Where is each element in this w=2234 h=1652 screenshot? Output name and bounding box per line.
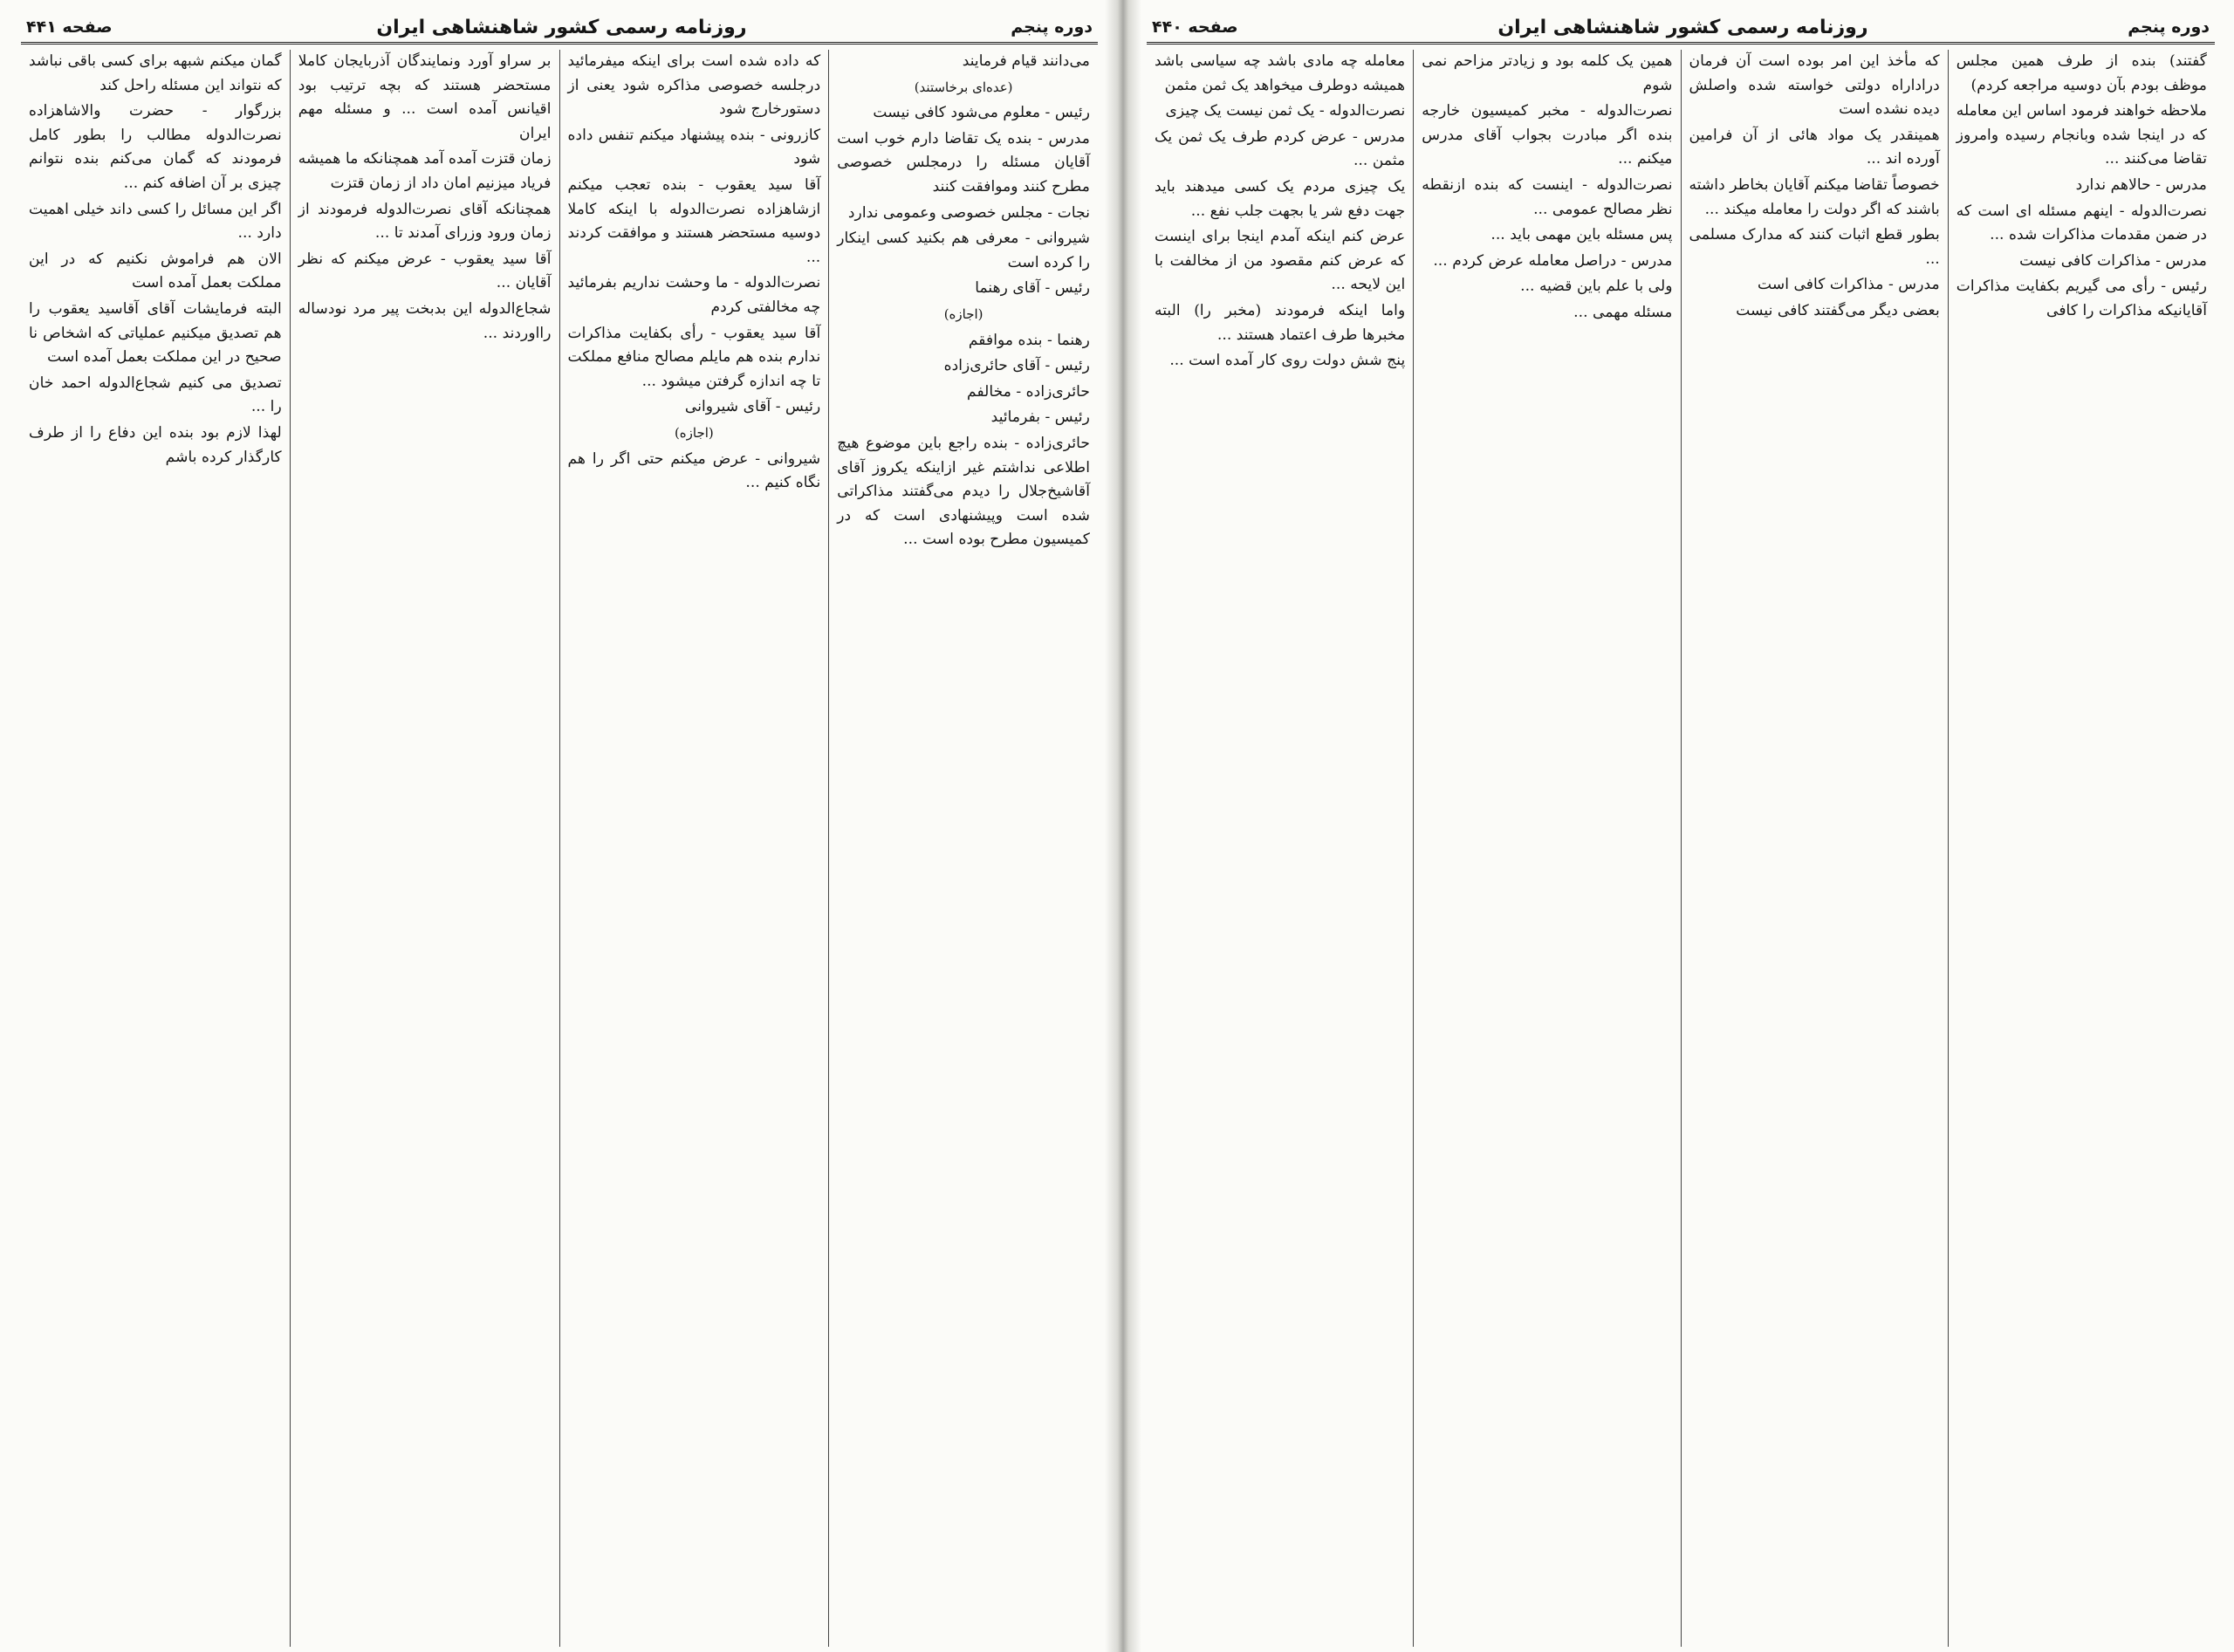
paragraph: رئیس - آقای حائری‌زاده	[943, 357, 1090, 375]
paragraph: لهذا لازم بود بنده این دفاع را از طرف کارگذار کرده باشم	[29, 423, 282, 466]
paragraph: مدرس - مذاکرات کافی است	[1757, 276, 1940, 294]
paragraph: بطور قطع اثبات کنند که مدارک مسلمی ...	[1689, 226, 1940, 268]
paragraph: کازرونی - بنده پیشنهاد میکنم تنفس داده شود	[567, 126, 821, 168]
paragraph: شیروانی - عرض میکنم حتی اگر را هم نگاه کنیم ...	[567, 449, 821, 492]
paragraph: (اجازه)	[943, 305, 983, 322]
paragraph: آقا سید یعقوب - رأی بکفایت مذاکرات ندارم بنده هم مایلم مصالح منافع مملکت تا چه اندازه گرفتن میشود ...	[567, 324, 821, 390]
paragraph: بعضی دیگر می‌گفتند کافی نیست	[1736, 301, 1940, 319]
paragraph: ملاحظه خواهند فرمود اساس این معامله که در اینجا شده وبانجام رسیده وامروز تقاضا می‌کنند ...	[1956, 102, 2207, 168]
paragraph: بزرگوار - حضرت والاشاهزاده نصرت‌الدوله مطالب را بطور کامل فرمودند که گمان می‌کنم بنده نتوانم چیزی بر آن اضافه کنم ...	[29, 102, 282, 192]
paragraph: تصدیق می کنیم شجاع‌الدوله احمد خان را ...	[29, 374, 282, 416]
paragraph: یک چیزی مردم یک کسی میدهند باید جهت دفع شر یا بجهت جلب نفع ...	[1155, 177, 1406, 220]
paragraph: که داده شده است برای اینکه میفرمائید درجلسه خصوصی مذاکره شود یعنی از دستورخارج شود	[567, 52, 821, 119]
paragraph: ولی با علم باین قضیه ...	[1520, 278, 1673, 296]
paragraph: همین یک کلمه بود و زیادتر مزاحم نمی شوم	[1422, 52, 1673, 94]
paragraph: الان هم فراموش نکنیم که در این مملکت بعمل آمده است	[29, 250, 282, 292]
column-1	[828, 50, 1098, 1647]
column-4	[1147, 50, 1413, 1647]
paragraph: مدرس - بنده یک تقاضا دارم خوب است آقایان مسئله را درمجلس خصوصی مطرح کنند وموافقت کنند	[837, 129, 1090, 195]
column-3	[290, 50, 559, 1647]
page-441	[0, 0, 1115, 1652]
paragraph: آقا سید یعقوب - بنده تعجب میکنم ازشاهزاده نصرت‌الدوله با اینکه کاملا دوسیه مستحضر هستند و موافقت کردند ...	[567, 175, 821, 266]
paragraph: نصرت‌الدوله - مخبر کمیسیون خارجه بنده اگر مبادرت بجواب آقای مدرس میکنم ...	[1422, 102, 1673, 168]
paragraph: حائری‌زاده - بنده راجع باین موضوع هیچ اطلاعی نداشتم غیر ازاینکه یکروز آقای آقاشیخ‌جلال را دیدم می‌گفتند مذاکراتی شده است وپیشنهادی است که در کمیسیون مطرح بوده است ...	[837, 434, 1090, 549]
paragraph: گمان میکنم شبهه برای کسی باقی نباشد که نتواند این مسئله راحل کند	[29, 52, 282, 94]
paragraph: نصرت‌الدوله - اینست که بنده ازنقطه نظر مصالح عمومی ...	[1422, 175, 1673, 218]
paragraph: گفتند) بنده از طرف همین مجلس موظف بودم بآن دوسیه مراجعه کردم)	[1956, 52, 2207, 94]
paragraph: اگر این مسائل را کسی داند خیلی اهمیت دارد ...	[29, 200, 282, 243]
page-number: صفحه ۴۴۰	[1152, 17, 1238, 37]
paragraph: نصرت‌الدوله - ما وحشت نداریم بفرمائید چه مخالفتی کردم	[567, 274, 821, 316]
paragraph: مسئله مهمی ...	[1573, 303, 1673, 321]
newspaper-title: روزنامه رسمی کشور شاهنشاهی ایران	[1497, 16, 1868, 38]
text-columns	[1147, 50, 2215, 1647]
paragraph: البته فرمایشات آقای آقاسید یعقوب را هم تصدیق میکنیم عملیاتی که اشخاص نا صحیح در این مملکت بعمل آمده است	[29, 299, 282, 367]
paragraph: پنج شش دولت روی کار آمده است ...	[1169, 352, 1406, 370]
edition-label: دوره پنجم	[2128, 17, 2210, 37]
paragraph: حائری‌زاده - مخالفم	[967, 382, 1090, 401]
paragraph: (عده‌ای برخاستند)	[914, 79, 1013, 95]
paragraph: معامله چه مادی باشد چه سیاسی باشد همیشه دوطرف میخواهد یک ثمن مثمن	[1155, 52, 1406, 94]
paragraph: مدرس - حالاهم ندارد	[2075, 175, 2207, 194]
paragraph: می‌دانند قیام فرمایند	[962, 52, 1090, 70]
paragraph: رئیس - آقای رهنما	[975, 279, 1090, 298]
page-440	[1131, 0, 2234, 1652]
column-3	[1413, 50, 1680, 1647]
paragraph: رئیس - بفرمائید	[990, 408, 1090, 427]
paragraph: پس مسئله باین مهمی باید ...	[1490, 226, 1673, 244]
page-header	[21, 12, 1098, 45]
paragraph: مدرس - عرض کردم طرف یک ثمن یک مثمن ...	[1155, 127, 1406, 170]
column-4	[21, 50, 290, 1647]
paragraph: شجاع‌الدوله این بدبخت پیر مرد نودساله رااوردند ...	[298, 299, 552, 342]
paragraph: رئیس - آقای شیروانی	[684, 398, 821, 416]
paragraph: همچنانکه آقای نصرت‌الدوله فرمودند از زمان ورود وزرای آمدند تا ...	[298, 200, 552, 243]
paragraph: خصوصاً تقاضا میکنم آقایان بخاطر داشته باشند که اگر دولت را معامله میکند ...	[1689, 175, 1940, 218]
paragraph: زمان قتزت آمده آمد همچنانکه ما همیشه فریاد میزنیم امان داد از زمان قتزت	[298, 150, 552, 192]
column-1	[1948, 50, 2215, 1647]
paragraph: بر سراو آورد ونمایندگان آذربایجان کاملا مستحضر هستند که بچه ترتیب بود اقیانس آمده است ... و مسئله مهم ایران	[298, 52, 552, 142]
paragraph: رئیس - معلوم می‌شود کافی نیست	[873, 104, 1090, 122]
paragraph: رهنما - بنده موافقم	[968, 331, 1090, 349]
paragraph: مدرس - دراصل معامله عرض کردم ...	[1433, 251, 1673, 270]
paragraph: همینقدر یک مواد هائی از آن فرامین آورده اند ...	[1689, 126, 1940, 168]
paragraph: شیروانی - معرفی هم بکنید کسی اینکار را کرده است	[837, 230, 1090, 271]
column-2	[559, 50, 829, 1647]
paragraph: (اجازه)	[674, 424, 714, 441]
paragraph: مدرس - مذاکرات کافی نیست	[2019, 251, 2207, 270]
paragraph: آقا سید یعقوب - عرض میکنم که نظر آقایان ...	[298, 250, 552, 292]
paragraph: نجات - مجلس خصوصی وعمومی ندارد	[847, 203, 1090, 222]
text-columns	[21, 50, 1098, 1647]
paragraph: عرض کنم اینکه آمدم اینجا برای اینست که عرض کنم مقصود من از مخالفت با این لایحه ...	[1155, 228, 1406, 294]
page-number: صفحه ۴۴۱	[26, 17, 113, 37]
newspaper-title: روزنامه رسمی کشور شاهنشاهی ایران	[376, 16, 747, 38]
paragraph: نصرت‌الدوله - اینهم مسئله ای است که در ضمن مقدمات مذاکرات شده ...	[1956, 202, 2207, 244]
paragraph: رئیس - رأی می گیریم بکفایت مذاکرات آقایانیکه مذاکرات را کافی	[1956, 278, 2207, 319]
page-header	[1147, 12, 2215, 45]
paragraph: نصرت‌الدوله - یک ثمن نیست یک چیزی	[1165, 102, 1406, 120]
paragraph: واما اینکه فرمودند (مخبر را) البته مخبرها طرف اعتماد هستند ...	[1155, 301, 1406, 344]
edition-label: دوره پنجم	[1011, 17, 1093, 37]
paragraph: که مأخذ این امر بوده است آن فرمان دراداراه دولتی خواسته شده واصلش دیده نشده است	[1689, 52, 1940, 119]
column-2	[1681, 50, 1948, 1647]
